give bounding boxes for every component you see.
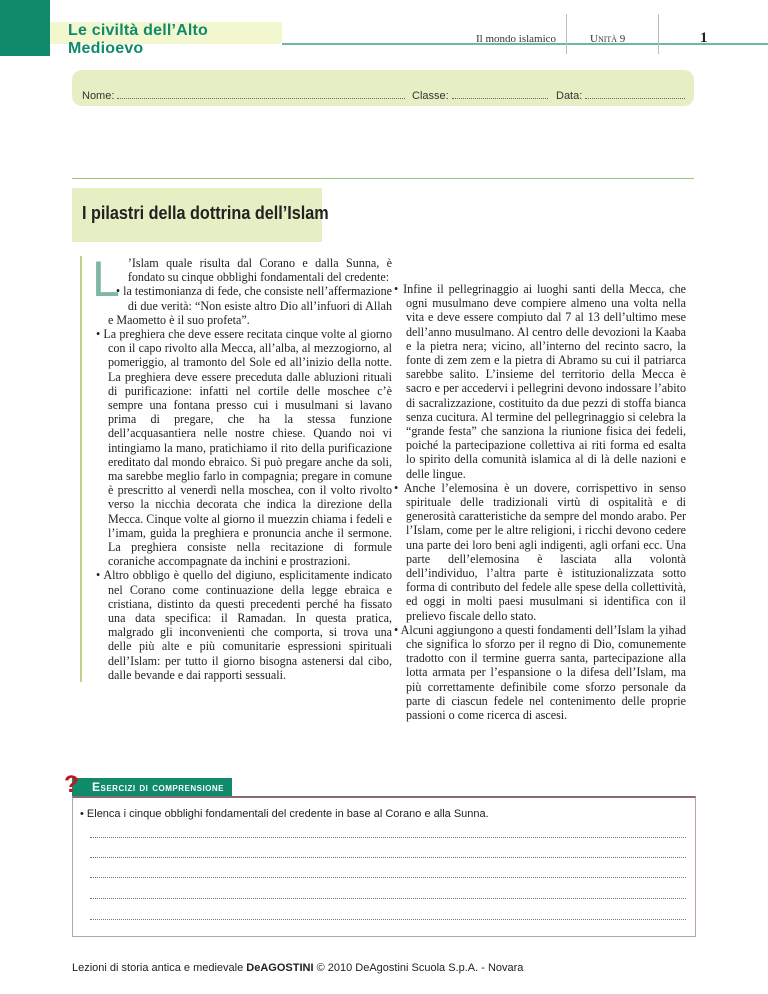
answer-line[interactable]	[90, 856, 686, 858]
publisher-logo: DeAGOSTINI	[246, 962, 314, 974]
title-rule	[72, 178, 694, 179]
class-label: Classe:	[412, 90, 449, 102]
name-label: Nome:	[82, 90, 115, 102]
text-column-left	[80, 251, 392, 682]
exercise-question: • Elenca i cinque obblighi fondamentali del credente in base al Corano e alla Sunna.	[80, 808, 489, 820]
paragraph: • Anche l’elemosina è un dovere, corrispettivo in senso spirituale delle tradizionali virtù di ospitalità e di generosità caratteristiche da sempre del mondo arabo. Per l’Islam, come per le altre religioni, i ricchi devono cedere una parte dei loro beni agli indigenti, agli orfani ecc. Una parte dell’elemosina è lasciata alla volontà dell’individuo, l’altra parte è istituzionalizzata sotto forma di contributo del fedele alle spese della collettività, ed oggi in molti paesi musulmani si identifica con il prelievo fiscale dello stato.	[394, 480, 686, 623]
student-info-bar	[72, 70, 694, 106]
page-header	[0, 0, 768, 56]
answer-line[interactable]	[90, 918, 686, 920]
date-field[interactable]	[556, 88, 685, 102]
class-field[interactable]	[412, 88, 548, 102]
class-blank[interactable]	[452, 88, 548, 99]
page-footer	[72, 962, 523, 974]
page-title: I pilastri della dottrina dell’Islam	[82, 203, 329, 223]
date-label: Data:	[556, 90, 583, 102]
title-box	[72, 188, 329, 242]
paragraph: • Altro obbligo è quello del digiuno, esplicitamente indicato nel Corano come continuazione della legge ebraica e cristiana, distinto da questi precedenti perché ha fissato una data specifica: il Ramadan. In questa pratica, malgrado gli inconvenienti che comporta, si trova una delle più alte e più comunitarie espressioni spirituali dell’Islam: per tutto il giorno bisogna astenersi dal cibo, dalle bevande e dai rapporti sessuali.	[96, 568, 392, 682]
name-blank[interactable]	[117, 88, 405, 99]
answer-line[interactable]	[90, 876, 686, 878]
footer-book-title: Lezioni di storia antica e medievale	[72, 962, 244, 974]
header-topic: Il mondo islamico	[476, 33, 557, 45]
series-title-box	[50, 22, 282, 57]
drop-cap: L	[92, 251, 120, 307]
date-blank[interactable]	[585, 88, 685, 99]
series-title: Le civiltà dell’Alto Medioevo	[68, 22, 209, 57]
name-field[interactable]	[82, 88, 405, 102]
question-mark-icon: ?	[64, 771, 79, 798]
exercises-heading-text: Esercizi di comprensione	[92, 780, 225, 794]
header-divider	[658, 14, 659, 54]
intro-paragraph: ’Islam quale risulta dal Corano e dalla Sunna, è fondato su cinque obblighi fondamentali del credente:	[127, 256, 392, 285]
footer-copyright: © 2010 DeAgostini Scuola S.p.A. - Novara	[316, 962, 524, 974]
header-divider	[566, 14, 567, 54]
paragraph: • Infine il pellegrinaggio ai luoghi santi della Mecca, che ogni musulmano deve compiere almeno una volta nella vita e deve essere compiuto dal 7 al 13 dell’ultimo mese dell’anno musulmano. Al centro delle devozioni la Kaaba e la pietra nera; vicino, all’interno del recinto sacro, la fonte di zem zem e la pietra di Abramo su cui il patriarca sarebbe salito. L’insieme del territorio della Mecca è sacro e per accedervi i pellegrini devono indossare l’abito di sacralizzazione, costituito da due pezzi di stoffa bianca senza cucitura. Al termine del pellegrinaggio si celebra la “grande festa” che sanziona la riunione fisica dei fedeli, poiché la partecipazione collettiva ai riti forma ed esalta lo spirito della comunità islamica al di là delle nazioni e delle lingue.	[394, 282, 686, 481]
answer-line[interactable]	[90, 897, 686, 899]
paragraph: • Alcuni aggiungono a questi fondamenti dell’Islam la yihad che significa lo sforzo per il regno di Dio, comunemente tradotto con il termine guerra santa, partecipazione alla lotta armata per l’espansione o la difesa dell’Islam, ma più correttamente definibile come sforzo personale da parte di ciascun fedele nel contenimento delle proprie passioni o come ricerca di ascesi.	[394, 622, 686, 723]
header-unit: Unità 9	[590, 33, 626, 45]
answer-line[interactable]	[90, 836, 686, 838]
header-color-tab	[0, 0, 50, 56]
page-number: 1	[700, 30, 708, 46]
paragraph: • la testimonianza di fede, che consiste nell’affermazione di due verità: “Non esiste altro Dio all’infuori di Allah e Maometto è il suo profeta”.	[108, 284, 392, 327]
text-column-right	[394, 282, 686, 722]
paragraph: • La preghiera che deve essere recitata cinque volte al giorno con il capo rivolto alla Mecca, all’alba, al mezzogiorno, al pomeriggio, al tramonto del Sole ed all’inizio della notte. La preghiera deve essere preceduta dalle abluzioni rituali di purificazione: infatti nel cortile delle moschee c’è sempre una fontana presso cui i musulmani si lavano prima di pregare, che ha la stessa funzione dell’acquasantiera nelle nostre chiese. Quando noi vi intingiamo la mano, pratichiamo il rito della purificazione ereditato dal mondo ebraico. Si può pregare anche da soli, ma sarebbe meglio farlo in compagnia; pregare in comune è prescritto al venerdì nella moschea, con il volto rivolto verso la nicchia decorata che indica la direzione della Mecca. Cinque volte al giorno il muezzin chiama i fedeli e l’imam, guida la preghiera e pronuncia anche il sermone. La preghiera consiste nella recitazione di formule coraniche accompagnate da inchini e prostrazioni.	[96, 327, 392, 569]
exercises-heading	[72, 778, 232, 796]
